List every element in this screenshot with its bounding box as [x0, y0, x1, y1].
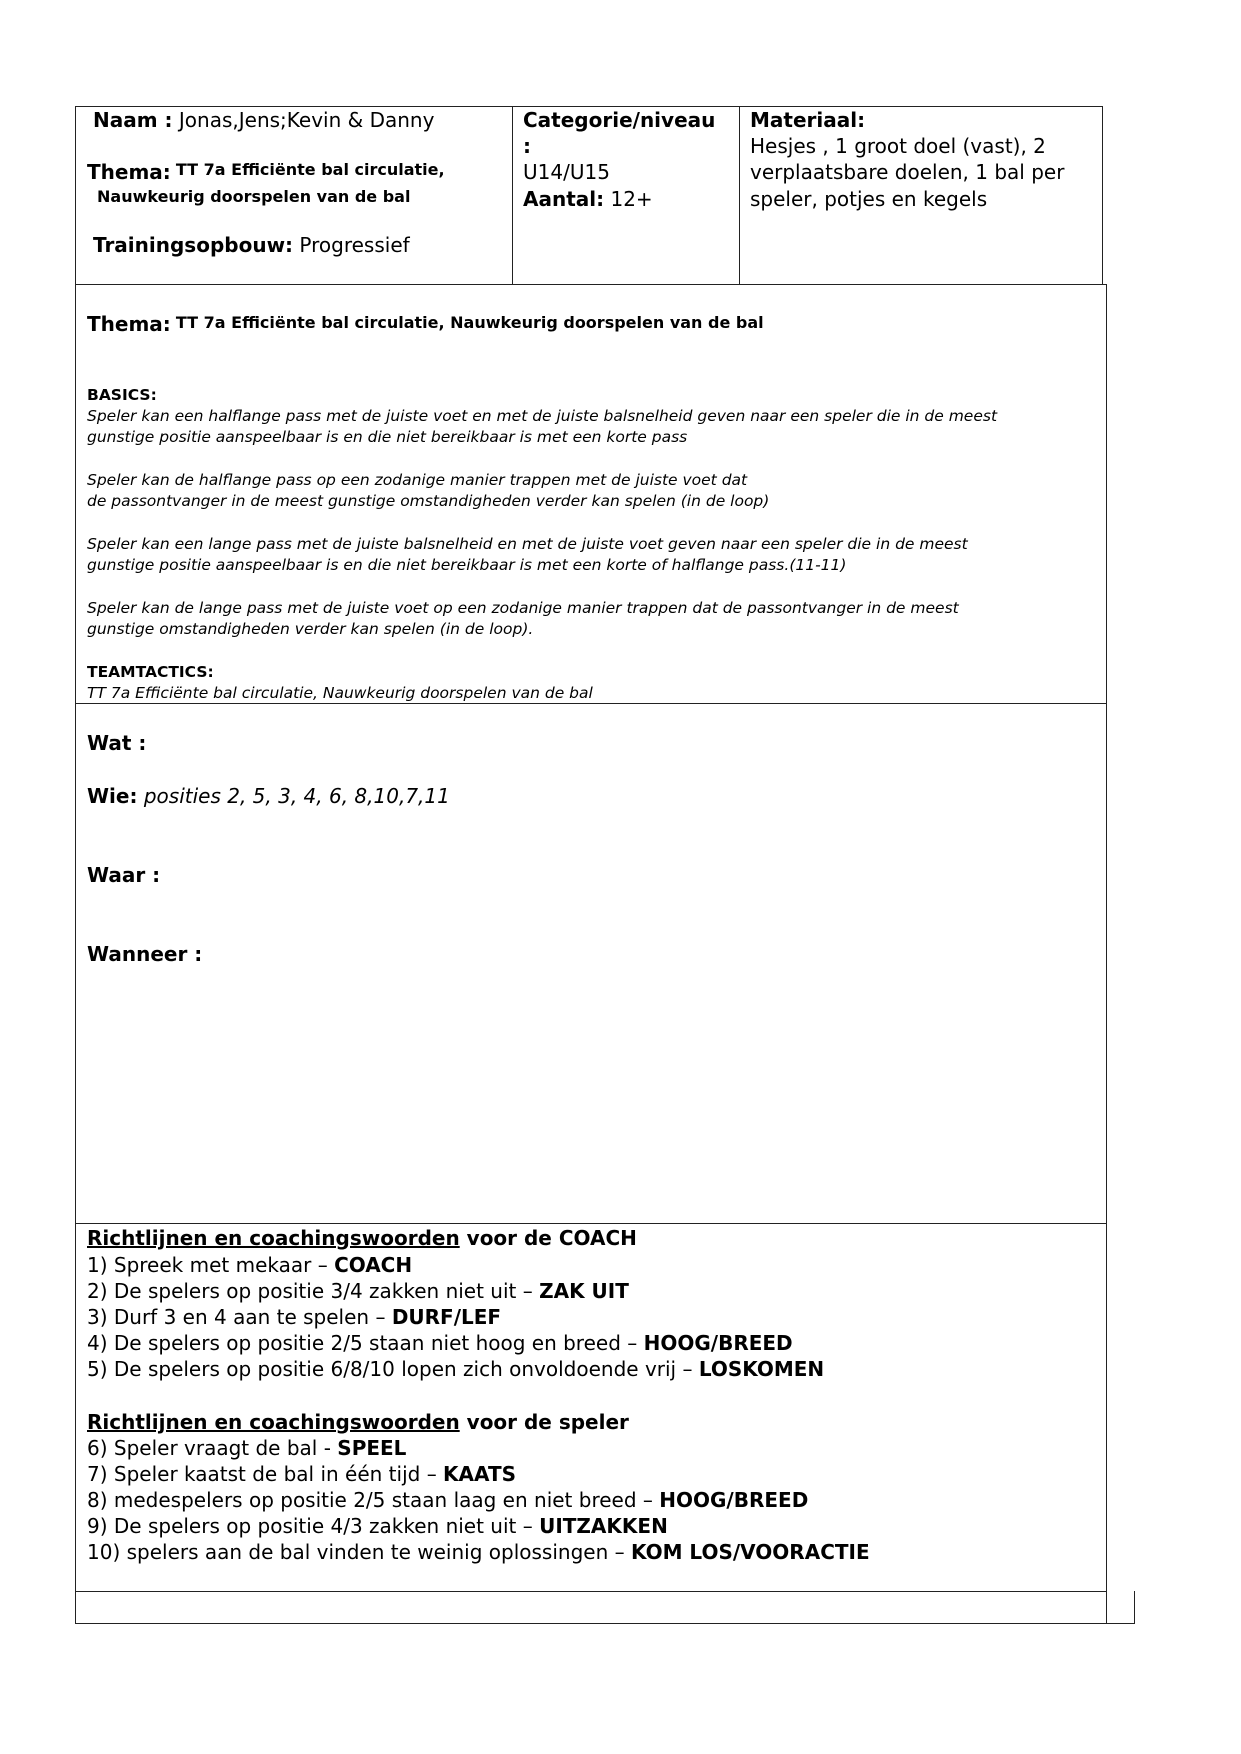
- player-item-word: KOM LOS/VOORACTIE: [630, 1540, 870, 1564]
- basics-line: Speler kan de halflange pass op een zodanige manier trappen met de juiste voet dat: [87, 471, 748, 489]
- coach-heading-underlined: Richtlijnen en coachingswoorden: [87, 1226, 460, 1250]
- basics-label: BASICS:: [87, 386, 157, 404]
- coach-item-word: DURF/LEF: [391, 1305, 502, 1329]
- materiaal-line: verplaatsbare doelen, 1 bal per: [750, 160, 1065, 184]
- basics-line: gunstige omstandigheden verder kan spelen (in de loop).: [87, 620, 534, 638]
- categorie-label: Categorie/niveau: [523, 108, 716, 132]
- wanneer-label: Wanneer :: [87, 942, 203, 966]
- basics-line: gunstige positie aanspeelbaar is en die niet bereikbaar is met een korte pass: [87, 428, 688, 446]
- opbouw-label: Trainingsopbouw:: [93, 233, 294, 257]
- materiaal-line: Hesjes , 1 groot doel (vast), 2: [750, 134, 1046, 158]
- basics-line: gunstige positie aanspeelbaar is en die niet bereikbaar is met een korte of halflange pass.(11-11): [87, 556, 847, 574]
- opbouw-value: Progressief: [299, 233, 410, 257]
- coach-item: [87, 1279, 629, 1303]
- player-item-text: 6) Speler vraagt de bal -: [87, 1436, 338, 1460]
- aantal-row: [523, 187, 653, 211]
- thema-line2: Nauwkeurig doorspelen van de bal: [97, 187, 411, 206]
- coach-item-word: LOSKOMEN: [698, 1357, 825, 1381]
- player-heading-rest: voor de speler: [459, 1410, 629, 1434]
- player-item-word: SPEEL: [337, 1436, 407, 1460]
- naam-value: Jonas,Jens;Kevin & Danny: [178, 108, 435, 132]
- coach-item-text: 5) De spelers op positie 6/8/10 lopen zich onvoldoende vrij –: [87, 1357, 699, 1381]
- theme-value: TT 7a Efficiënte bal circulatie, Nauwkeurig doorspelen van de bal: [175, 313, 764, 332]
- player-item: [87, 1514, 668, 1538]
- thema-line1: TT 7a Efficiënte bal circulatie,: [175, 160, 445, 179]
- categorie-colon: :: [523, 134, 531, 158]
- waar-label: Waar :: [87, 863, 161, 887]
- materiaal-line: speler, potjes en kegels: [750, 187, 988, 211]
- player-item-text: 10) spelers aan de bal vinden te weinig oplossingen –: [87, 1540, 631, 1564]
- coach-item-text: 3) Durf 3 en 4 aan te spelen –: [87, 1305, 392, 1329]
- player-heading: [87, 1410, 629, 1434]
- aantal-label: Aantal:: [523, 187, 605, 211]
- teamtactics-label: TEAMTACTICS:: [87, 663, 214, 681]
- player-item-word: UITZAKKEN: [539, 1514, 668, 1538]
- wie-value: posities 2, 5, 3, 4, 6, 8,10,7,11: [143, 784, 450, 808]
- coach-item: [87, 1305, 501, 1329]
- wie-label: Wie:: [87, 784, 138, 808]
- naam-row: [93, 108, 434, 132]
- thema-label: Thema:: [87, 160, 171, 184]
- player-item-word: HOOG/BREED: [659, 1488, 809, 1512]
- player-item: [87, 1462, 516, 1486]
- coach-item-word: COACH: [334, 1253, 413, 1277]
- player-item-text: 9) De spelers op positie 4/3 zakken niet uit –: [87, 1514, 540, 1538]
- wat-label: Wat :: [87, 731, 147, 755]
- coach-item-word: HOOG/BREED: [643, 1331, 793, 1355]
- theme-label: Thema:: [87, 312, 171, 336]
- coach-item: [87, 1253, 412, 1277]
- materiaal-label: Materiaal:: [750, 108, 866, 132]
- categorie-value: U14/U15: [523, 160, 610, 184]
- player-item-text: 7) Speler kaatst de bal in één tijd –: [87, 1462, 444, 1486]
- coach-item-word: ZAK UIT: [539, 1279, 629, 1303]
- opbouw-row: [93, 233, 410, 257]
- player-item: [87, 1436, 406, 1460]
- coach-item: [87, 1331, 793, 1355]
- player-heading-underlined: Richtlijnen en coachingswoorden: [87, 1410, 460, 1434]
- theme-row: [87, 312, 764, 336]
- wie-row: [87, 784, 450, 808]
- coach-item-text: 1) Spreek met mekaar –: [87, 1253, 335, 1277]
- player-item: [87, 1488, 808, 1512]
- coach-heading: [87, 1226, 637, 1250]
- player-item: [87, 1540, 870, 1564]
- coach-item-text: 4) De spelers op positie 2/5 staan niet hoog en breed –: [87, 1331, 644, 1355]
- basics-line: de passontvanger in de meest gunstige omstandigheden verder kan spelen (in de loop): [87, 492, 770, 510]
- teamtactics-value: TT 7a Efficiënte bal circulatie, Nauwkeurig doorspelen van de bal: [87, 684, 593, 702]
- basics-line: Speler kan de lange pass met de juiste voet op een zodanige manier trappen dat de passontvanger in de meest: [87, 599, 959, 617]
- coach-heading-rest: voor de COACH: [459, 1226, 637, 1250]
- thema-row: [87, 160, 445, 184]
- coach-item: [87, 1357, 824, 1381]
- aantal-value: 12+: [610, 187, 653, 211]
- naam-label: Naam :: [93, 108, 173, 132]
- coach-item-text: 2) De spelers op positie 3/4 zakken niet uit –: [87, 1279, 540, 1303]
- player-item-text: 8) medespelers op positie 2/5 staan laag en niet breed –: [87, 1488, 660, 1512]
- basics-line: Speler kan een lange pass met de juiste balsnelheid en met de juiste voet geven naar een speler die in de meest: [87, 535, 968, 553]
- player-item-word: KAATS: [443, 1462, 516, 1486]
- basics-line: Speler kan een halflange pass met de juiste voet en met de juiste balsnelheid geven naar een speler die in de meest: [87, 407, 998, 425]
